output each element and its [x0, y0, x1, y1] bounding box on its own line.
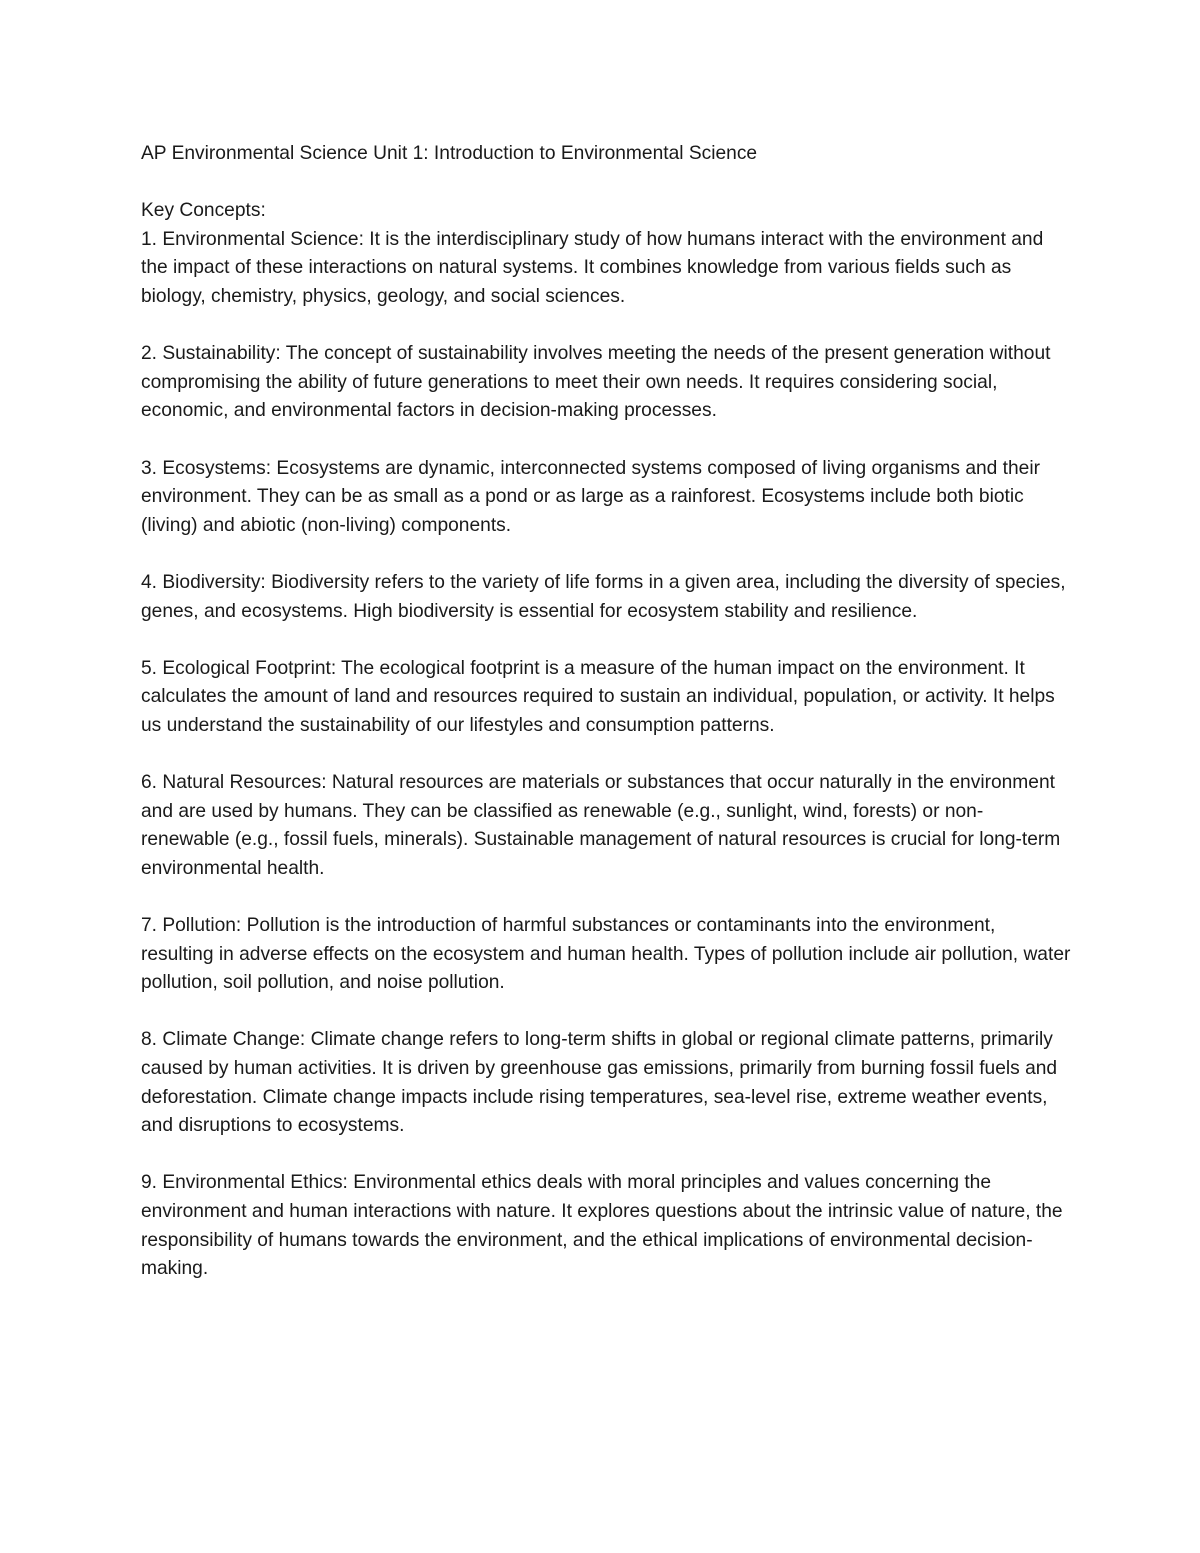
concept-ecosystems: 3. Ecosystems: Ecosystems are dynamic, interconnected systems composed of living organisms and their environment. They can be as small as a pond or as large as a rainforest. Ecosystems include both biotic (living) and abiotic (non-living) components. [141, 457, 1040, 536]
concept-climate-change: 8. Climate Change: Climate change refers to long-term shifts in global or regional climate patterns, primarily caused by human activities. It is driven by greenhouse gas emissions, primarily from burning fossil fuels and deforestation. Climate change impacts include rising temperatures, sea-level rise, extreme weather events, and disruptions to ecosystems. [141, 1029, 1058, 1137]
concept-environmental-ethics: 9. Environmental Ethics: Environmental ethics deals with moral principles and values concerning the environment and human interactions with nature. It explores questions about the intrinsic value of nature, the responsibility of humans towards the environment, and the ethical implications of environmental decision-making. [141, 1172, 1063, 1280]
concept-natural-resources: 6. Natural Resources: Natural resources are materials or substances that occur naturally in the environment and are used by humans. They can be classified as renewable (e.g., sunlight, wind, forests) or non-renewable (e.g., fossil fuels, minerals). Sustainable management of natural resources is crucial for long-term environmental health. [141, 772, 1061, 879]
section-label: Key Concepts: [141, 200, 266, 222]
concept-ecological-footprint: 5. Ecological Footprint: The ecological footprint is a measure of the human impact on the environment. It calculates the amount of land and resources required to sustain an individual, population, or activity. It helps us understand the sustainability of our lifestyles and consumption patterns. [141, 657, 1055, 736]
concept-biodiversity: 4. Biodiversity: Biodiversity refers to the variety of life forms in a given area, including the diversity of species, genes, and ecosystems. High biodiversity is essential for ecosystem stability and resilience. [141, 571, 1066, 622]
concept-list [141, 226, 1071, 1284]
concept-sustainability: 2. Sustainability: The concept of sustainability involves meeting the needs of the present generation without compromising the ability of future generations to meet their own needs. It requires considering social, economic, and environmental factors in decision-making processes. [141, 343, 1051, 422]
document-title: AP Environmental Science Unit 1: Introduction to Environmental Science [141, 143, 758, 164]
concept-pollution: 7. Pollution: Pollution is the introduction of harmful substances or contaminants into the environment, resulting in adverse effects on the ecosystem and human health. Types of pollution include air pollution, water pollution, soil pollution, and noise pollution. [141, 915, 1071, 994]
concept-environmental-science: 1. Environmental Science: It is the interdisciplinary study of how humans interact with the environment and the impact of these interactions on natural systems. It combines knowledge from various fields such as biology, chemistry, physics, geology, and social sciences. [141, 228, 1044, 307]
document-body [141, 140, 1071, 1284]
